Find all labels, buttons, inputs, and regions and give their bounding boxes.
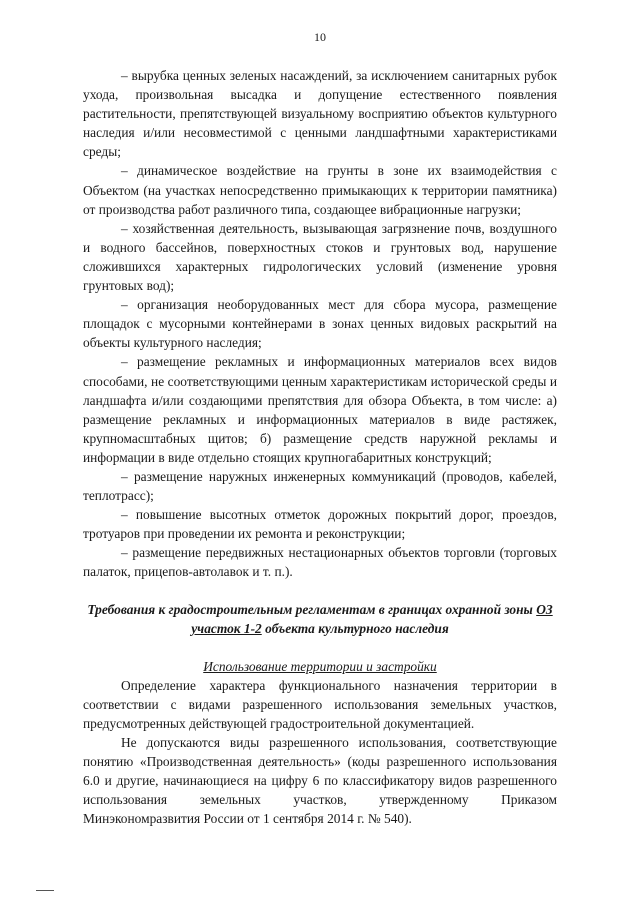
list-item: – хозяйственная деятельность, вызывающая загрязнение почв, воздушного и водного бассейнов, поверхностных стоков и грунтовых вод, нарушение сложившихся характерных гидрологических условий (изменение уровня грунтовых вод); — [83, 220, 557, 294]
page-number: 10 — [314, 30, 326, 44]
list-item: – организация необорудованных мест для сбора мусора, размещение площадок с мусорными контейнерами в зонах ценных видовых раскрытий на объекты культурного наследия; — [83, 297, 557, 351]
section-heading-zone: ОЗ участок 1-2 — [191, 601, 553, 636]
list-item: – размещение наружных инженерных коммуникаций (проводов, кабелей, теплотрасс); — [83, 468, 557, 504]
section-heading-text-end: объекта культурного наследия — [261, 620, 449, 636]
section-paragraph: Не допускаются виды разрешенного использования, соответствующие понятию «Производственная деятельность» (коды разрешенного использования 6.0 и другие, начинающиеся на цифру 6 по классификатору видов разрешенного использования земельных участков, утвержденному Приказом Минэкономразвития России от 1 сентября 2014 г. № 540). — [83, 734, 557, 827]
document-body — [83, 66, 557, 828]
list-item: – размещение рекламных и информационных материалов всех видов способами, не соответствующими ценным характеристикам исторической среды и ландшафта и/или создающими препятствия для обзора Объекта, в том числе: а) размещение рекламных и информационных материалов в виде растяжек, крупномасштабных щитов; б) размещение средств наружной рекламы и информации в виде отдельно стоящих крупногабаритных конструкций; — [83, 354, 557, 465]
list-item: – динамическое воздействие на грунты в зоне их взаимодействия с Объектом (на участках непосредственно примыкающих к территории памятника) от производства работ различного типа, создающее вибрационные нагрузки; — [83, 163, 557, 217]
subsection-heading: Использование территории и застройки — [203, 658, 437, 674]
footer-mark — [36, 890, 54, 891]
section-heading-text: Требования к градостроительным регламентам в границах охранной зоны — [87, 601, 537, 617]
list-item: – повышение высотных отметок дорожных покрытий дорог, проездов, тротуаров при проведении их ремонта и реконструкции; — [83, 507, 557, 542]
section-paragraph: Определение характера функционального назначения территории в соответствии с видами разрешенного использования земельных участков, предусмотренных действующей градостроительной документацией. — [83, 677, 557, 731]
list-item: – размещение передвижных нестационарных объектов торговли (торговых палаток, прицепов-автолавок и т. п.). — [83, 545, 557, 580]
list-item: – вырубка ценных зеленых насаждений, за исключением санитарных рубок ухода, произвольная высадка и допущение естественного появления растительности, препятствующей визуальному восприятию объектов культурного наследия и/или несовместимой с ценными ландшафтными характеристиками среды; — [83, 68, 557, 160]
section-heading — [83, 600, 557, 638]
